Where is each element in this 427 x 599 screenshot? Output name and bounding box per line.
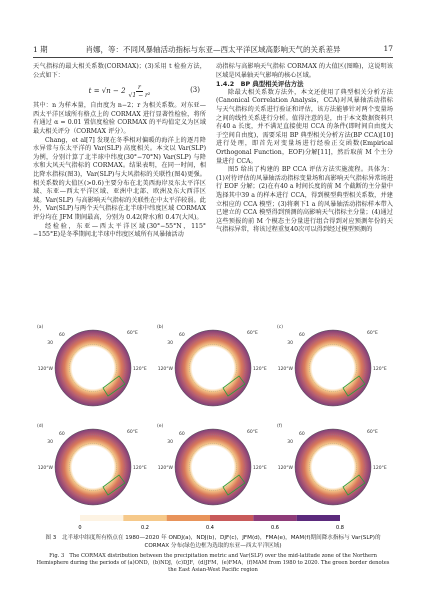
lon-label: 120°W (157, 367, 173, 372)
header-rule (33, 57, 393, 58)
cormax-field (55, 429, 131, 505)
lat-label: 30 (47, 341, 53, 346)
colorbar-segment (167, 515, 210, 521)
lon-label: 60°E (367, 331, 378, 336)
lon-label: 120°E (253, 466, 267, 471)
paragraph: 其中：n 为样本量，自由度为 n−2；r 为相关系数。对东亚—西太平洋区域所有格点上的 CORMAX 进行显著性检验，将所有通过 α = 0.01 置信度检验 CORMAX 的平均值定义为区域最大相关评分（CORMAX 评分）。 (33, 102, 206, 135)
lon-label: 120°W (157, 466, 173, 471)
formula-lhs: t = √n − 2 (88, 86, 126, 95)
panel-label: (e) (157, 424, 164, 429)
lat-label: 30 (167, 440, 173, 445)
colorbar-segment (297, 515, 340, 521)
paragraph: 经检验，东亚—西太平洋区域(30°−55°N，115°−155°E)是冬季期间北半球中纬度区域所有风暴轴活动 (33, 222, 206, 239)
colorbar-tick: 0 (78, 525, 82, 531)
formula-fraction (129, 84, 151, 99)
lat-label: 60 (299, 333, 305, 338)
lon-label: 60°E (247, 331, 258, 336)
colorbar-segment (80, 515, 123, 521)
panel-label: (b) (157, 325, 164, 330)
lat-label: 60 (299, 432, 305, 437)
right-column (216, 63, 393, 235)
cormax-field (175, 330, 251, 406)
lon-label: 60°E (247, 430, 258, 435)
running-title: 肖娜，等：不同风暴轴活动指标与东亚—西太平洋区域高影响天气的关系差异 (85, 45, 341, 54)
cormax-field (295, 330, 371, 406)
panel-label: (d) (37, 424, 44, 429)
colorbar-segment (123, 515, 166, 521)
panel-label: (f) (277, 424, 283, 429)
map-panel (277, 324, 387, 406)
lon-label: 60°E (127, 331, 138, 336)
lat-label: 30 (287, 341, 293, 346)
lon-label: 60°E (367, 430, 378, 435)
lon-label: 120°E (133, 367, 147, 372)
cormax-field (175, 429, 251, 505)
section-heading: 1.4.2 BP 典型相关评估方法 (216, 80, 304, 89)
map-panel (37, 423, 147, 505)
colorbar-segment (210, 515, 253, 521)
formula-numerator: r (137, 83, 141, 91)
colorbar (60, 515, 370, 533)
lon-label: 120°W (37, 367, 53, 372)
lon-label: 120°W (277, 466, 293, 471)
issue-number: 1 期 (33, 45, 48, 54)
lat-label: 60 (179, 432, 185, 437)
formula-denominator: √1 − r² (128, 91, 151, 99)
figure-caption-zh: 图 3 北半球中纬度所有格点在 1980—2020 年 ONDJ(a)，NDJ(b)，DJF(c)，JFM(d)，FMA(e)，MAM(f)期间降水指标与 Var(SLP)的 CORMAX 分布(绿色边框为选取的东亚—西太平洋区域) (45, 535, 381, 549)
map-panel (157, 324, 267, 406)
cormax-field (295, 429, 371, 505)
t-test-formula (33, 80, 206, 102)
colorbar-tick: 0.2 (141, 525, 149, 531)
lat-label: 30 (287, 440, 293, 445)
colorbar-tick: 0.6 (271, 525, 279, 531)
lon-label: 120°E (373, 466, 387, 471)
colorbar-tick: 0.8 (336, 525, 344, 531)
lat-label: 30 (167, 341, 173, 346)
map-panel (277, 423, 387, 505)
running-header (33, 44, 393, 56)
lon-label: 120°E (373, 367, 387, 372)
figure-caption-en: Fig. 3 The CORMAX distribution between the precipitation metric and Var(SLP) over the mid-latitude zone of the Northern Hemisphere during the periods of (a)OND，(b)NDJ，(c)DJF，(d)JFM，(e)FMA，(f)MAM from 1980 to 2020. The green border denotes the East Asian-West Pacific region (36, 553, 390, 574)
lat-label: 60 (59, 432, 65, 437)
left-column (33, 63, 206, 240)
lat-label: 60 (179, 333, 185, 338)
lon-label: 120°E (253, 367, 267, 372)
lon-label: 120°W (37, 466, 53, 471)
paragraph: Chang，et al[7] 发现在冬季相对偏暖的海洋上的逐月降水异常与东太平洋的 Var(SLP) 高度相关。本文以 Var(SLP) 为例，分别计算了北半球中纬度(30°−70°N) Var(SLP) 与降水和大风天气指标的 CORMAX。结果表明，在同一时间，相比降水指标(图3)，Var(SLP)与大风指标的关联性(图4)更强。相关系数的大值区(>0.6)主要分布在北美西海岸及东太平洋区域、东亚—西太平洋区域、亚洲中北部、欧洲及东大西洋区域。Var(SLP) 与高影响天气指标的关联性在中太平洋较弱。此外，Var(SLP)与两个天气指标在北半球中纬度区域 CORMAX 评分均在 JFM 期间最高，分别为 0.42(降水)和 0.47(大风)。 (33, 136, 206, 221)
panel-label: (c) (277, 325, 283, 330)
lat-label: 60 (59, 333, 65, 338)
lon-label: 60°E (127, 430, 138, 435)
paragraph: 图5 给出了构建的 BP CCA 评估方法实施流程。具体为：(1)对待评估的风暴轴活动指标变量场和高影响天气指标异常场进行 EOF 分解；(2)在有40 a 时间长度的前 M 个截断的主分量中选择其中39 a 的样本进行 CCA，得到模型典型相关系数，并建立相应的 CCA 模型；(3)将剩下1 a 的风暴轴活动指标样本带入已建立的 CCA 模型得到预测的高影响天气指标主分量；(4)通过这些预报的前 M 个模态主分量进行组合得到对应预测年份的天气指标异常，将该过程重复40次可以得到经过模型预测的 (216, 166, 393, 234)
colorbar-segment (253, 515, 296, 521)
lon-label: 120°W (277, 367, 293, 372)
figure-3-maps (33, 318, 393, 516)
equation-number: (3) (190, 86, 200, 95)
map-panel (37, 324, 147, 406)
paragraph: 除最大相关系数方法外，本文还使用了典型相关分析方法(Canonical Correlation Analysis，CCA)对风暴轴活动指标与天气指标的关系进行验证和评估，该方法能够针对两个变量场之间的线性关系进行分析。值得注意的是，由于本文数据资料只有40 a 长度，并不满足直接使用 CCA 的条件(即时间自由度大于空间自由度)，需要采用 BP 典型相关分析方法(BP CCA)[10] 进行处理，即首先对变量场进行经验正交函数(Empirical Orthogonal Function，EOF)分解[11]，然后取前 M 个主分量进行 CCA。 (216, 88, 393, 165)
lon-label: 120°E (133, 466, 147, 471)
panel-label: (a) (37, 325, 44, 330)
map-panel (157, 423, 267, 505)
colorbar-tick: 0.4 (206, 525, 214, 531)
cormax-field (55, 330, 131, 406)
paragraph: 天气指标的最大相关系数(CORMAX)；(3)采用 t 检验方法，公式如下： (33, 63, 206, 79)
lat-label: 30 (47, 440, 53, 445)
paragraph: 动指标与高影响天气指标 CORMAX 的大值区(图略)，这说明该区域是风暴轴天气影响的核心区域。 (216, 63, 393, 79)
page-number: 17 (383, 44, 393, 53)
